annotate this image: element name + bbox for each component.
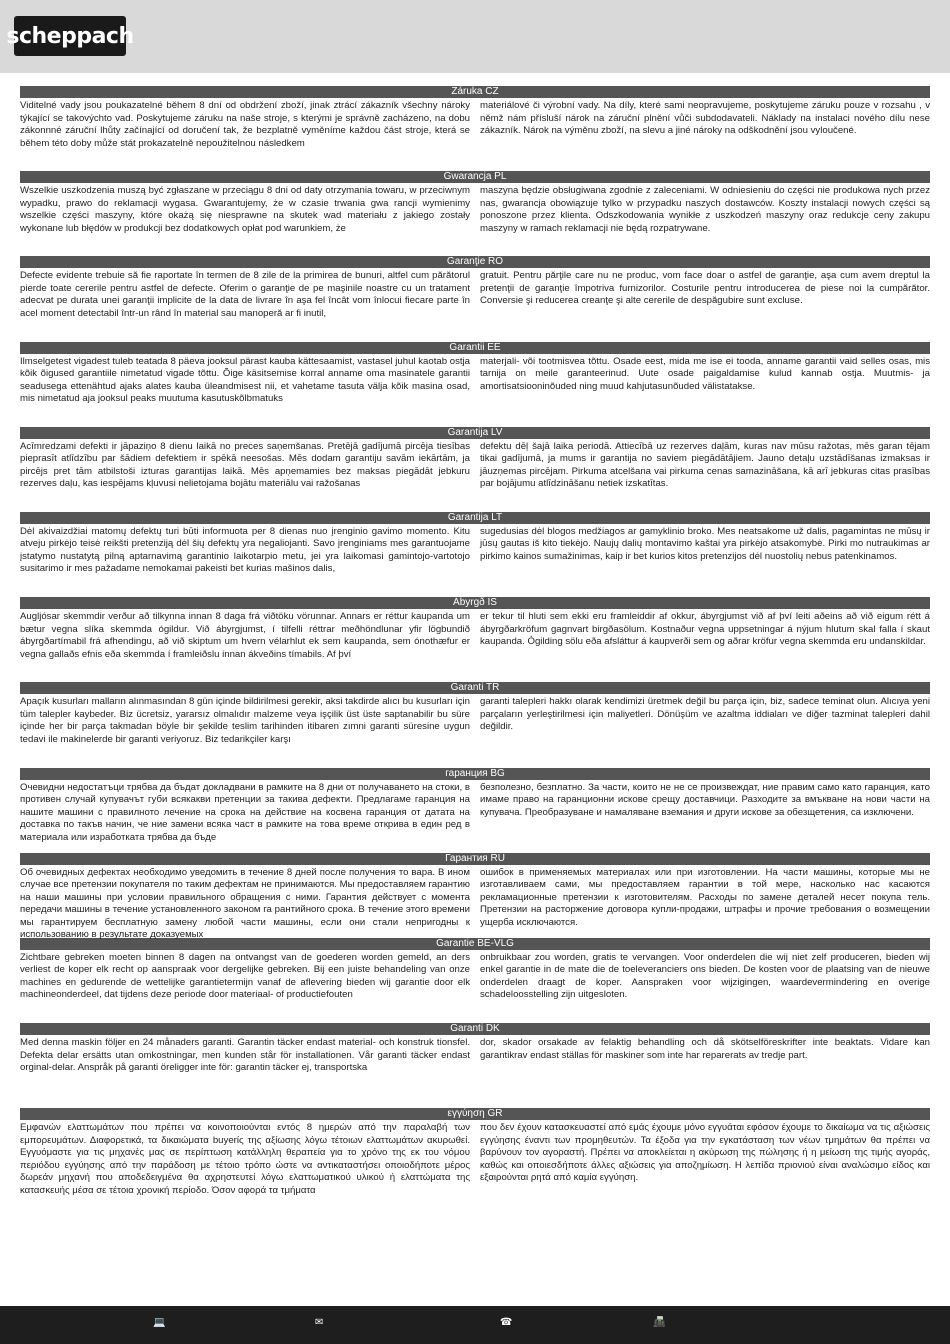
section-text-right: sugedusias dėl blogos medžiagos ar gamyklinio broko. Mes neatsakome už dalis, pagamintas ne mūsų ir jūsų gautas iš kito tiekėjo. Naujų dalių montavimo kaštai yra pirkėjo atsakomybė. Pirki mo nutraukimas ar pirkimo kainos sumažinimas, kaip ir bet kurios kitos pretenzijos dėl nuostolių nebus patenkinamos. [480, 525, 930, 562]
section-text-right: безполезно, безплатно. За части, които не не се произвеждат, ние правим само като гаранция, като имаме право на гаранционни искове срещу доставчици. Разходите за вмъкване на нови части на купувача. Преобразуване и намаляване вземания и други искове за обезщетения, са изключени. [480, 781, 930, 818]
warranty-sections [20, 86, 930, 1196]
section-text-left: Wszelkie uszkodzenia muszą być zgłaszane w przeciągu 8 dni od daty otrzymania towaru, w przeciwnym wypadku, prawo do reklamacji wygasa. Gwarantujemy, że w czasie trwania gwa rancji wymienimy wszelkie części maszyny, które okażą się niesprawne na skutek wad materiału z jakiego zostały wykonane lub błędów w produkcji bez dodatkowych opłat pod warunkiem, że [20, 185, 470, 234]
section-title: Garantie BE-VLG [20, 938, 930, 950]
section-text-left: Viditelné vady jsou poukazatelné během 8 dní od obdržení zboží, jinak ztrácí zákazník všechny nároky týkající se takovýchto vad. Poskytujeme záruku na naše stroje, s kterými je správně zacházeno, na dobu zákonnné záruční lhůty začínající od doručení tak, že bezplatně vyměníme každou část stroje, která se během této doby může stát prokazatelně nepoužitelnou následkem [20, 100, 470, 149]
section-title: Garanti DK [20, 1023, 930, 1035]
section-text-right: ошибок в применяемых материалах или при изготовлении. На части машины, которые мы не изготавливаем сами, мы предоставляем гарантии в той мере, насколько нас касаются рекламационные претензии к изготовителям. Расходы по замене деталей несет покупа тель. Претензии на расторжение договора купли-продажи, штрафы и прочие требования о возмещении ущерба исключаются. [480, 866, 930, 928]
section-text-right: gratuit. Pentru părţile care nu ne produc, vom face doar o astfel de garanţie, aşa cum avem dreptul la pretenţii de garanţie împotriva furnizorilor. Costurile pentru introducerea de piese noi la cumpărător. Conversie şi reducerea creanţe şi alte cererile de despăgubire sunt excluse. [480, 270, 930, 307]
warranty-section-be-vlg [20, 938, 930, 1023]
section-title: εγγύηση GR [20, 1108, 930, 1120]
section-text-left: Defecte evidente trebuie să fie raportate în termen de 8 zile de la primirea de bunuri, altfel cum părătorul pierde toate cererile pentru astfel de defecte. Oferim o garanţie de pe maşinile noastre cu un tratament adecvat pe durata unei garanţii implicite de la data de livrare în aşa fel încât vom înlocui fiecare parte în acel moment detectabil într-un rând în material sau manoperă ar fi inutil, [20, 270, 470, 319]
scheppach-logo [6, 16, 134, 56]
section-text-left: Augljósar skemmdir verður að tilkynna innan 8 daga frá viðtöku vörunnar. Annars er réttur kaupanda um bætur vegna slíka skemmda ógildur. Við ábyrgjumst, í tilfelli réttrar meðhöndlunar yfir lögbundið ábyrgðartímabil frá afhendingu, að við skiptum um hvern vélarhlut ek sem kaupanda, sem ónothæfur er vegna gallaðs efnis eða skemmda í framleiðslu innan ákveðins tímabils. Af því [20, 611, 470, 660]
section-text-left: Zichtbare gebreken moeten binnen 8 dagen na ontvangst van de goederen worden gemeld, an ders verliest de koper elk recht op aanspraak voor dergelijke gebreken. Bij een juiste behandeling van onze machines en gedurende de wettelijke garantietermijn vanaf de aflevering bieden wij garantie door elk machineonderdeel, dat tijdens deze periode door materiaal- of productiefouten [20, 951, 470, 1001]
section-title: Гарантия RU [20, 853, 930, 865]
section-title: Gwarancja PL [20, 171, 930, 183]
warranty-section-lv [20, 427, 930, 512]
section-title: гаранция BG [20, 768, 930, 780]
warranty-section-cz [20, 86, 930, 171]
section-title: Garantija LT [20, 512, 930, 524]
section-title: Garantii EE [20, 342, 930, 354]
section-text-right: materiálové či výrobní vady. Na díly, které sami neopravujeme, poskytujeme záruku pouze v rozsahu , v němž nám přísluší nárok na záruční plnění vůči subdodavateli. Náklady na instalaci nového dílu nese zákazník. Nárok na výměnu zboží, na slevu a jiné nároky na odškodnění jsou vyloučené. [480, 100, 930, 136]
warranty-section-dk [20, 1023, 930, 1108]
section-text-right: materjali- või tootmisvea tõttu. Osade eest, mida me ise ei tooda, anname garantii vaid selles osas, mis tarnija on meile garanteerinud. Uute osade paigaldamise kulud kannab ostja. Muutmis- ja amortisatsiooninõuded ning muud kahjutasunõuded välistatakse. [480, 355, 930, 392]
warranty-section-lt [20, 512, 930, 597]
section-text-left: Об очевидных дефектах необходимо уведомить в течение 8 дней после получения то вара. В ином случае все претензии покупателя по таким дефектам не принимаются. Мы предоставляем гарантию на наши машины при условии правильного обращения с ними. Гарантия действует с момента передачи машины в течение установленного законом га рантийного срока. В течение этого времени мы гарантируем бесплатную замену любой части машины, если они стали непригодны к использованию в результате доказуемых [20, 866, 471, 941]
header-bar [0, 0, 950, 73]
warranty-section-gr [20, 1108, 930, 1196]
fax-icon: 📠 [653, 1317, 666, 1328]
section-text-right: onbruikbaar zou worden, gratis te vervangen. Voor onderdelen die wij niet zelf produceren, bieden wij enkel garantie in de mate die de toeleveranciers ons bieden. De kosten voor de plaatsing van de nieuwe onderdelen draagt de koper. Aanspraken voor wijzigingen, waardevermindering en overige schadeloosstelling zijn uitgesloten. [480, 951, 930, 1001]
warranty-section-is [20, 597, 930, 682]
section-text-right: που δεν έχουν κατασκευαστεί από εμάς έχουμε μόνο εγγυάται εφόσον έχουμε το δικαίωμα να τις αξιώσεις εγγύησης έναντι των προμηθευτών. Τα έξοδα για την εγκατάσταση των νέων τμημάτων θα πρέπει να βαρύνουν τον αγοραστή. Πρέπει να αποκλείεται η ακύρωση της πώλησης ή η μείωση της τιμής αγοράς, καθώς και οποιεσδήποτε άλλες αξιώσεις για αποζημίωση. Η λεπίδα πριονιού είναι αναλώσιμο είδος και εξαιρούνται ρητά από καμία εγγύηση. [480, 1122, 930, 1184]
section-text-left: Apaçık kusurları malların alınmasından 8 gün içinde bildirilmesi gerekir, aksi takdirde alıcı bu kusurları için tüm talepler kaybeder. Biz ücretsiz, yararsız olmalıdır malzeme veya işçilik üst üste saptanabilir bu süre içinde her bir parça takmadan böyle bir şekilde teslim tarihinden itibaren zımni garanti süresine uygun tedavi ile makinelerde bir garanti veriyoruz. Biz tedarikçiler karşı [20, 696, 470, 745]
section-text-right: garanti talepleri hakkı olarak kendimizi üretmek değil bu parça için, biz, sadece teminat olun. Alıcıya yeni parçaların yerleştirilmesi için maliyetleri. Dönüşüm ve azaltma iddiaları ve diğer tazminat talepleri dahil değildir. [480, 696, 930, 733]
computer-icon: 💻 [153, 1317, 166, 1328]
section-title: Garanţie RO [20, 256, 930, 268]
section-text-right: dor, skador orsakade av felaktig behandling och då skötselföreskrifter inte beaktats. Vidare kan garantikrav endast ställas för maskiner som inte har reparerats av tredje part. [480, 1037, 930, 1061]
logo-text: scheppach [6, 23, 134, 49]
section-text-left: Acīmredzami defekti ir jāpaziņo 8 dienu laikā no preces saņemšanas. Pretējā gadījumā pircēja tiesības pieprasīt atlīdzību par šādiem defektiem ir spēkā neesošas. Mēs dodam garantiju savām iekārtām, ja pircējs pret tām atbilstoši izturas garantijas laikā. Mēs apņemamies bez maksas piegādāt jebkuru rezerves daļu, kas iespējams kļuvusi nelietojama bojātu materiālu vai ražošanas [20, 440, 470, 490]
section-text-right: maszyna będzie obsługiwana zgodnie z zaleceniami. W odniesieniu do części nie produkowa nych przez nas, gwarancja obowiązuje tylko w przypadku naszych dostawców. Koszty instalacji nowych części są ponoszone przez klienta. Odszkodowania wynikłe z uszkodzeń maszyny oraz redukcje ceny zakupu maszyny w ramach reklamacji nie będą rozpatrywane. [480, 185, 930, 234]
warranty-section-tr [20, 682, 930, 767]
section-text-left: Dėl akivaizdžiai matomų defektų turi būti informuota per 8 dienas nuo įrenginio gavimo momento. Kitu atveju pirkėjo teisė reikšti pretenziją dėl šių defektų yra negaliojanti. Savo įrenginiams mes garantuojame įstatymo nustatytą pilną aptarnavimą garantinio laikotarpio metu, jei yra laikomasi gamintojo-vartotojo susitarimo ir mes pažadame nemokamai pakeisti bet kurias mašinos dalis, [20, 525, 470, 575]
section-text-left: Очевидни недостатъци трябва да бъдат докладвани в рамките на 8 дни от получаването на стоки, в противен случай купувачът губи всякакви претенции за такива дефекти. Предлагаме гаранция на нашите машини с правилното лечение на срока на действие на косвена гаранция от датата на доставка по такъв начин, че ние замени всяка част в рамките на това време открива в един ред в материала или изработката трябва да бъде [20, 781, 470, 843]
section-text-right: er tekur til hluti sem ekki eru framleiddir af okkur, ábyrgjumst við af því leiti aðeins að við eigum rétt á ábyrgðarkröfum gagnvart birgðasölum. Kostnaður vegna uppsetningar á nýjum hlutum skal falla í skaut kaupanda. Ógilding sölu eða afsláttur á kaupverði sem og aðrar kröfur vegna skemmda eru undanskildar. [480, 611, 930, 648]
phone-icon: ☎ [500, 1317, 513, 1328]
warranty-section-ru [20, 852, 930, 941]
section-text-left: Ilmselgetest vigadest tuleb teatada 8 päeva jooksul pärast kauba kättesaamist, vastasel juhul kaotab ostja kõik õigused garantiile nimetatud vigade tõttu. Õige käsitsemise korral anname oma masinatele garantii seadusega ettenähtud ajaks alates kauba üleandmisest nii, et vahetame tasuta välja kõik masina osad, mis nimetatud aja jooksul peaks muutuma kasutuskõlbmatuks [20, 355, 470, 405]
section-title: Záruka CZ [20, 86, 930, 98]
warranty-section-pl [20, 171, 930, 256]
section-title: Garantija LV [20, 427, 930, 439]
warranty-section-ro [20, 256, 930, 341]
footer-bar [0, 1306, 950, 1344]
section-text-left: Med denna maskin följer en 24 månaders garanti. Garantin täcker endast material- och konstruk tionsfel. Defekta delar ersätts utan omkostningar, men kunden står för installationen. Vår garanti täcker endast orginal-delar. Anspråk på garanti öreligger inte för: garantin täcker ej, transportska [20, 1037, 470, 1074]
envelope-icon: ✉ [315, 1317, 324, 1328]
section-title: Garanti TR [20, 682, 930, 694]
section-title: Ábyrgð IS [20, 597, 930, 609]
warranty-section-ee [20, 342, 930, 427]
section-text-right: defektu dēļ šajā laika periodā. Attiecībā uz rezerves daļām, kuras nav mūsu ražotas, mēs garan tējam tikai gadījumā, ja mums ir garantija no saviem piegādātājiem. Jauno detaļu uzstādīšanas izmaksas ir jāuzņemas pircējam. Pirkuma atcelšana vai pirkuma cenas samazināšana, kā arī jebkuras citas prasības par bojājumu atlīdzināšanu netiek izskatītas. [480, 440, 930, 490]
section-text-left: Εμφανών ελαττωμάτων που πρέπει να κοινοποιούνται εντός 8 ημερών από την παραλαβή των εμπορευμάτων. Διαφορετικά, τα δικαιώματα buyerίς της αξίωσης λόγω τέτοιων ελαττωμάτων ακυρωθεί. Εγγυόμαστε για τις μηχανές μας σε περίπτωση κατάλληλη θεραπεία για το χρόνο της εκ του νόμου περιόδου εγγύησης από την παράδοση με τέτοιο τρόπο ώστε να αντικαταστήσει οποιοδήποτε μέρος δωρεάν μηχανή που αποδεδειγμένα θα αχρηστευτεί λόγω ελαττωματικού υλικού ή ελαττώματα της κατασκευής μέσα σε τέτοια χρονική περίοδο. Όσον αφορά τα τμήματα [20, 1122, 470, 1196]
warranty-section-bg [20, 768, 930, 853]
